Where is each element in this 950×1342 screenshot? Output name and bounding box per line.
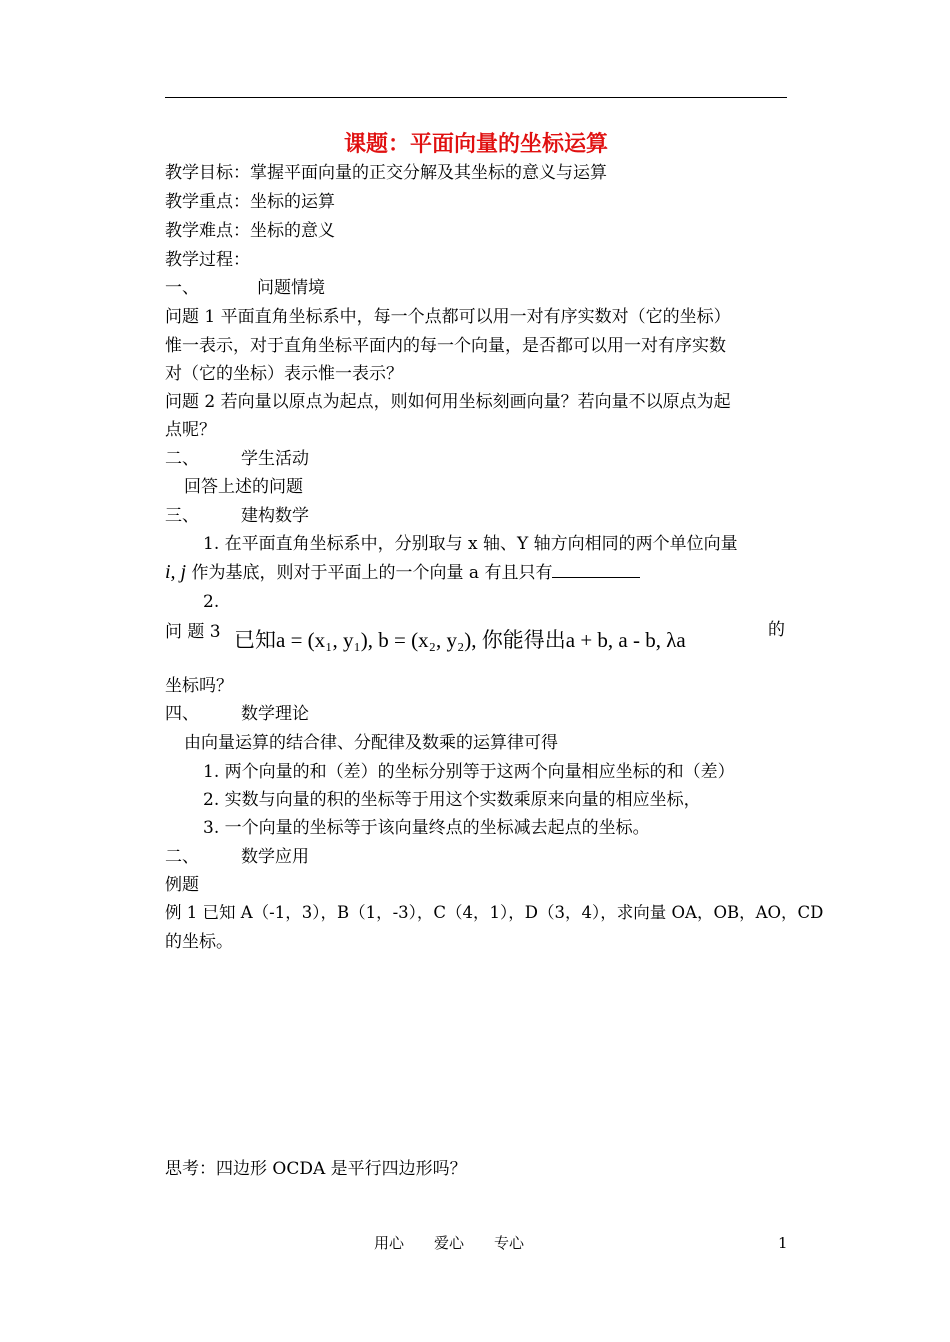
think-question: 思考：四边形 OCDA 是平行四边形吗？: [165, 1159, 467, 1179]
difficulty: 教学难点：坐标的意义: [165, 221, 335, 241]
examples-label: 例题: [165, 875, 199, 895]
example-1-line-1: 例 1 已知 A（-1，3），B（1，-3），C（4，1），D（3，4），求向量 OA，OB，AO，CD: [165, 903, 824, 922]
teaching-goal: 教学目标：掌握平面向量的正交分解及其坐标的意义与运算: [165, 163, 607, 183]
section-4-heading: [165, 702, 309, 726]
question-3-tail: 坐标吗？: [165, 676, 233, 696]
footer-motto: 用心 爱心 专心: [374, 1234, 525, 1252]
section-title: 问题情境: [257, 278, 325, 298]
section-2-heading: [165, 447, 309, 471]
section-number: 四、: [165, 704, 199, 724]
build-item-1-text: 作为基底，则对于平面上的一个向量 a 有且只有: [186, 563, 553, 583]
section-1-heading: [165, 276, 325, 300]
question-2-line-1: 问题 2 若向量以原点为起点，则如何用坐标刻画向量？若向量不以原点为起: [165, 392, 731, 412]
header-rule: [165, 97, 787, 98]
section-title: 学生活动: [241, 449, 309, 469]
section-3-heading: [165, 504, 309, 528]
question-1-line-3: 对（它的坐标）表示惟一表示？: [165, 364, 403, 384]
student-activity-text: 回答上述的问题: [184, 477, 303, 497]
page-number: 1: [778, 1234, 788, 1252]
question-1-line-2: 惟一表示，对于直角坐标平面内的每一个向量，是否都可以用一对有序实数: [165, 336, 726, 356]
basis-vectors: i, j: [165, 561, 187, 583]
question-3-formula: 已知a = (x₁, y₁), b = (x₂, y₂), 你能得出a + b, a - b, λa: [234, 628, 686, 652]
section-5-heading: [165, 845, 309, 869]
section-title: 数学理论: [241, 704, 309, 724]
section-number: 二、: [165, 847, 199, 867]
question-1-line-1: 问题 1 平面直角坐标系中，每一个点都可以用一对有序实数对（它的坐标）: [165, 307, 731, 327]
example-1-line-2: 的坐标。: [165, 932, 233, 952]
question-3-suffix: 的: [768, 620, 785, 640]
process-heading: 教学过程：: [165, 250, 250, 270]
key-point: 教学重点：坐标的运算: [165, 192, 335, 212]
theory-item-3: 3. 一个向量的坐标等于该向量终点的坐标减去起点的坐标。: [203, 818, 650, 838]
section-title: 建构数学: [241, 506, 309, 526]
section-number: 二、: [165, 449, 199, 469]
build-item-1-line-2: [165, 560, 640, 585]
answer-blank: [552, 561, 640, 578]
page-title: 课题：平面向量的坐标运算: [343, 132, 608, 157]
theory-item-1: 1. 两个向量的和（差）的坐标分别等于这两个向量相应坐标的和（差）: [203, 762, 735, 782]
build-item-1-line-1: 1. 在平面直角坐标系中，分别取与 x 轴、Y 轴方向相同的两个单位向量: [203, 534, 738, 554]
theory-item-2: 2. 实数与向量的积的坐标等于用这个实数乘原来向量的相应坐标，: [203, 790, 701, 810]
build-item-2: 2.: [203, 592, 220, 612]
question-3-label: 问 题 3: [165, 622, 221, 642]
question-2-line-2: 点呢？: [165, 420, 216, 440]
section-number: 三、: [165, 506, 199, 526]
section-title: 数学应用: [241, 847, 309, 867]
section-number: 一、: [165, 278, 199, 298]
theory-intro: 由向量运算的结合律、分配律及数乘的运算律可得: [184, 733, 558, 753]
